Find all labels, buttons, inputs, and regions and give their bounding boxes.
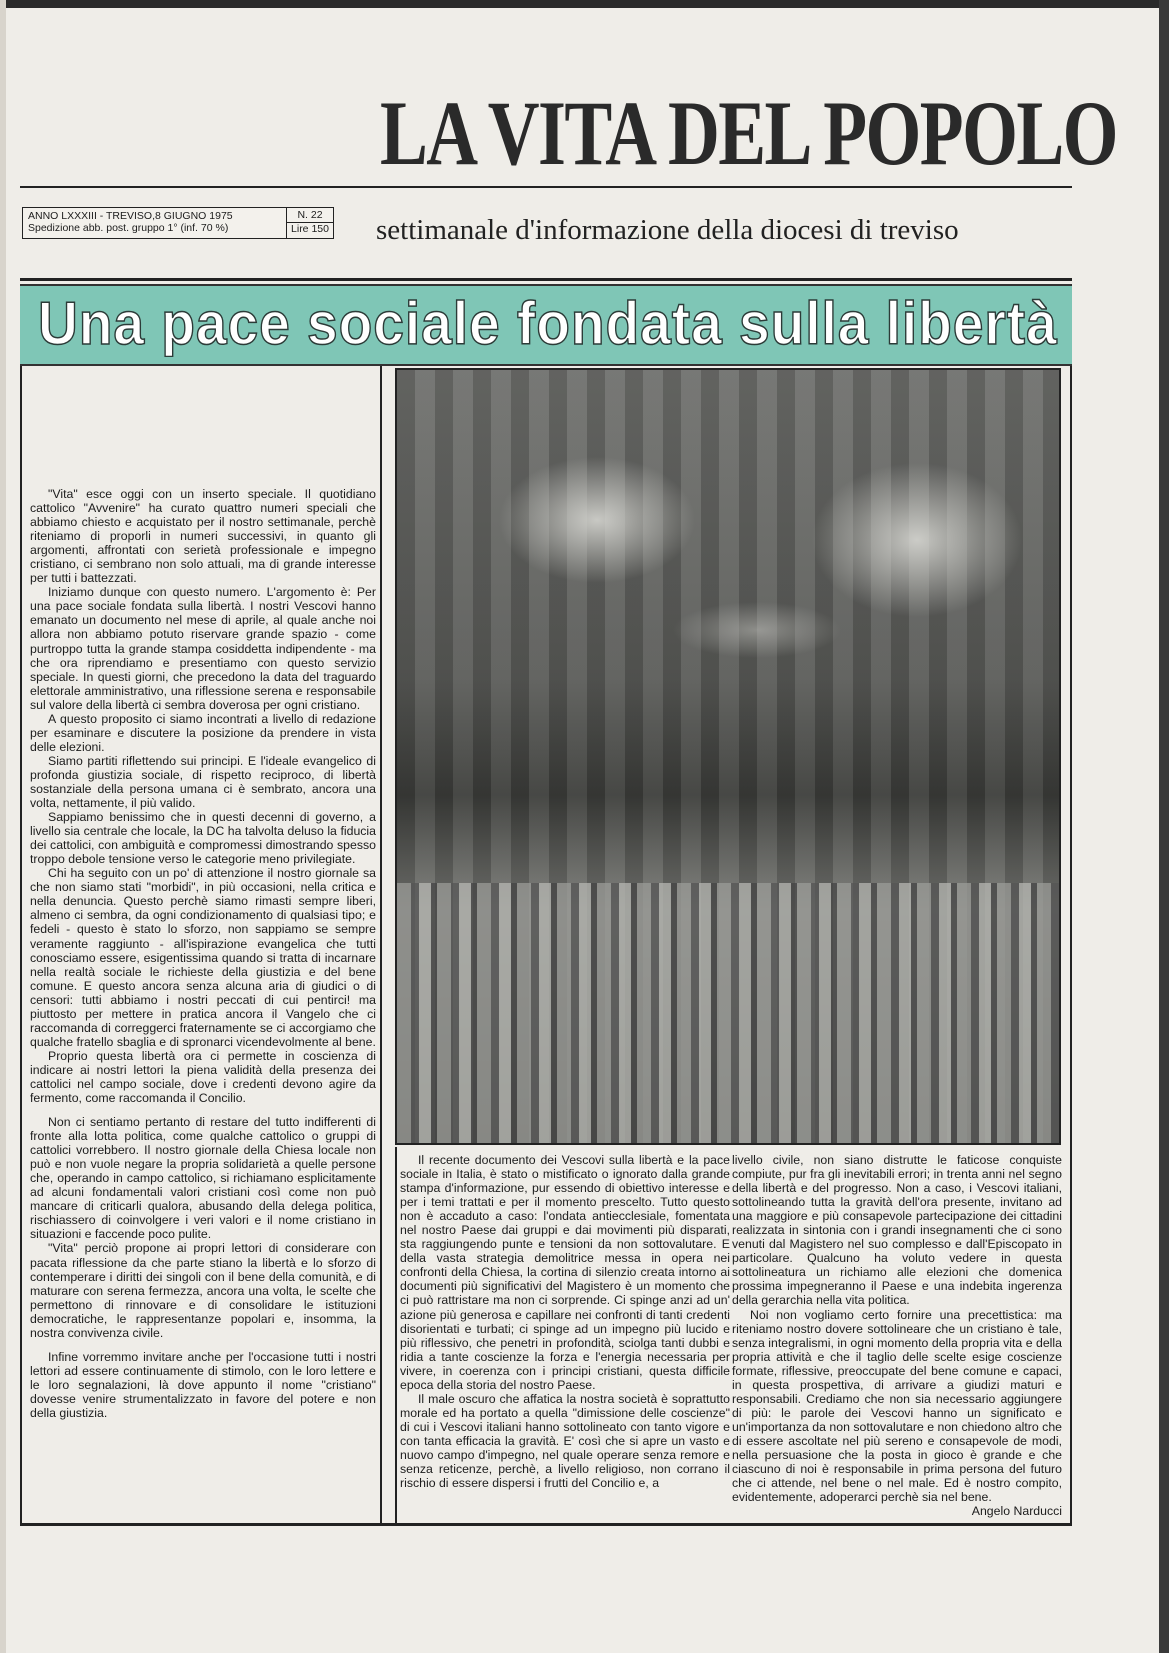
column-divider bbox=[380, 366, 382, 1526]
paragraph: Chi ha seguito con un po' di attenzione il nostro giornale sa che non siamo stati "morbidi", in più occasioni, nella critica e nella denuncia. Questo perchè siamo rimasti sempre liberi, almeno ci sembra, da ogni condizionamento di qualsiasi tipo; e fedeli - questo è stato lo sforzo, non sappiamo se sempre veramente raggiunto - all'ispirazione evangelica che tutti conosciamo essere, esigentissima quando si tratta di incarnare nella realtà sociale le richieste della giustizia e del bene comune. E questo ancora senza alcuna aria di giudici o di censori: tutti abbiamo i nostri peccati di cui pentirci! ma piuttosto per mettere in pratica ancora il Vangelo che ci raccomanda di correggerci fraternamente se ci accorgiamo che qualche fratello sbaglia e di spronarci vicendevolmente al bene. bbox=[30, 866, 376, 1049]
photo-hands-and-crowd bbox=[395, 368, 1061, 1145]
headline-rule bbox=[20, 278, 1072, 281]
paragraph: Il recente documento dei Vescovi sulla libertà e la pace sociale in Italia, è stato o mistificato o ignorato dalla grande stampa d'informazione, pur essendo di obiettivo interesse e per i temi trattati e per il momento prescelto. Tutto questo non è accaduto a caso: l'ondata antiecclesiale, fomentata nel nostro Paese dai gruppi e dai movimenti più disparati, sta raggiungendo punte e tensioni da non sottovalutare. E della vasta strategia demolitrice messa in opera nei confronti della Chiesa, la cortina di silenzio creata intorno ai documenti più significativi del Magistero è un momento che ci può rattristare ma non ci sorprende. Ci spinge anzi ad un' azione più generosa e capillare nei confronti di tanti credenti disorientati e turbati; ci spinge ad un impegno più lucido e più riflessivo, che penetri in profondità, sciolga tanti dubbi e ridia a tante coscienze la forza e l'energia necessaria per vivere, in coerenza con i principi cristiani, questa difficile epoca della storia del nostro Paese. bbox=[400, 1153, 730, 1392]
scan-edge-right bbox=[1159, 0, 1169, 1653]
article-column-2 bbox=[732, 1153, 1062, 1518]
scan-edge-left bbox=[0, 0, 6, 1653]
issue-info-box bbox=[22, 207, 334, 239]
photo-crowd bbox=[397, 883, 1059, 1143]
postage-line: Spedizione abb. post. gruppo 1° (inf. 70 %) bbox=[28, 222, 229, 234]
paragraph-text: Noi non vogliamo certo fornire una precettistica: ma riteniamo nostro dovere sottolineare che un cristiano è tale, senza integralismi, in ogni momento della propria vita e della propria attività e che il taglio delle scelte esige coscienze formate, riflessive, preoccupate del bene comune e capaci, in questa prospettiva, di arrivare a giudizi maturi e responsabili. Crediamo che non sia necessario aggiungere di più: le parole dei Vescovi hanno un significato e un'importanza da non sottovalutare e non chiedono altro che di essere ascoltate nel più sereno e consapevole de modi, nella persuasione che la posta in gioco è grande e che ciascuno di noi è responsabile in prima persona del futuro che ci attende, nel bene o nel male. Ed è nostro compito, evidentemente, adoperarci perchè sia nel bene. bbox=[732, 1307, 1062, 1505]
paragraph: Non ci sentiamo pertanto di restare del tutto indifferenti di fronte alla lotta politica, come qualche cattolico o gruppi di cattolici vorrebbero. Il nostro giornale della Chiesa locale non può e non vuole negare la propria solidarietà a quelle persone che, operando in campo cattolico, si richiamano esplicitamente ad alcuni fondamentali valori cristiani così come non può mancare di criticarli qualora, abusando della delega politica, rischiassero di coinvolgere i veri valori e il nome cristiano in situazioni e faccende poco pulite. bbox=[30, 1115, 376, 1242]
issue-price: Lire 150 bbox=[291, 223, 329, 235]
masthead-rule bbox=[20, 186, 1072, 188]
paragraph: Iniziamo dunque con questo numero. L'argomento è: Per una pace sociale fondata sulla libertà. I nostri Vescovi hanno emanato un documento nel mese di aprile, al quale anche noi allora non abbiamo potuto riservare grande spazio - come purtroppo tutta la grande stampa cosiddetta indipendente - ma che ora riprendiamo e presentiamo con questo servizio speciale. In questi giorni, che precedono la data del traguardo elettorale amministrativo, una riflessione serena e responsabile sul valore della libertà ci sembra doverosa per ogni cristiano. bbox=[30, 585, 376, 712]
paragraph: Siamo partiti riflettendo sui principi. E l'ideale evangelico di profonda giustizia sociale, di rispetto reciproco, di libertà sostanziale della persona umana ci è sembrato, ancora una volta, nettamente, il più valido. bbox=[30, 753, 376, 811]
paragraph: Sappiamo benissimo che in questi decenni di governo, a livello sia centrale che locale, la DC ha talvolta deluso la fiducia dei cattolici, con ambiguità e compromessi dimostrando spesso troppo debole tensione verso le categorie meno privilegiate. bbox=[30, 810, 376, 867]
headline-text: Una pace sociale fondata sulla libertà bbox=[38, 290, 1058, 357]
headline-band bbox=[20, 284, 1072, 366]
issue-number: N. 22 bbox=[287, 208, 333, 223]
paragraph: Proprio questa libertà ora ci permette in coscienza di indicare ai nostri lettori la piena validità della presenza dei cattolici nel campo sociale, dove i credenti devono agire da fermento, come raccomanda il Concilio. bbox=[30, 1048, 376, 1106]
editorial-column bbox=[30, 487, 376, 1420]
paragraph: livello civile, non siano distrutte le faticose conquiste compiute, pur fra gli inevitabili errori; in trenta anni nel segno della libertà e del progresso. Non a caso, i Vescovi italiani, sottolineando tutta la gravità dell'ora presente, invitano ad una maggiore e più consapevole partecipazione dei cittadini realizzata in sintonia con i grandi insegnamenti che ci sono venuti dal Magistero nel suo complesso e dall'Episcopato in particolare. Qualcuno ha voluto vedere in questa sottolineatura un richiamo alle elezioni che domenica prossima impegneranno il Paese e una indebita ingerenza della gerarchia nella vita politica. bbox=[732, 1153, 1062, 1308]
scan-edge-top bbox=[0, 0, 1169, 8]
paragraph: "Vita" esce oggi con un inserto speciale. Il quotidiano cattolico "Avvenire" ha curato quattro numeri speciali che abbiamo chiesto e acquistato per il nostro settimanale, perchè riteniamo di proporli in numeri successivi, in quanto gli argomenti, affrontati con serietà professionale e impegno cristiano, ci sembrano non solo attuali, ma di grande interesse per tutti i battezzati. bbox=[30, 487, 376, 586]
paragraph: "Vita" perciò propone ai propri lettori di considerare con pacata riflessione da che parte stiano la libertà e lo sforzo di contemperare i diritti dei singoli con il bene della comunità, e di maturare con serena fermezza, ancora una volta, le scelte che permettono di rinnovare e di consolidare le istituzioni democratiche, le rappresentanze popolari e, insomma, la nostra convivenza civile. bbox=[30, 1241, 376, 1340]
article-column-1 bbox=[400, 1153, 730, 1490]
paragraph: A questo proposito ci siamo incontrati a livello di redazione per esaminare e discutere la posizione da prendere in vista delle elezioni. bbox=[30, 711, 376, 754]
newspaper-masthead: LA VITA DEL POPOLO bbox=[380, 82, 1117, 184]
paragraph bbox=[732, 1307, 1062, 1519]
paragraph: Infine vorremmo invitare anche per l'occasione tutti i nostri lettori ad essere continuamente di stimolo, con le loro lettere e le loro segnalazioni, là dove appunto il nome "cristiano" dovesse venire strumentalizzato in favore del potere e non della giustizia. bbox=[30, 1349, 376, 1420]
author-signature: Angelo Narducci bbox=[971, 1504, 1062, 1519]
masthead-subtitle: settimanale d'informazione della diocesi di treviso bbox=[376, 214, 959, 246]
paragraph: Il male oscuro che affatica la nostra società è soprattutto morale ed ha portato a quella "dimissione delle coscienze" di cui i Vescovi italiani hanno sottolineato con tanto vigore e con tanta efficacia la gravità. E' così che si apre un vasto e nuovo campo d'impegno, nel quale operare senza remore e senza reticenze, perchè, a livello religioso, non corrano il rischio di essere dispersi i frutti del Concilio e, a bbox=[400, 1391, 730, 1491]
issue-date-line: ANNO LXXXIII - TREVISO,8 GIUGNO 1975 bbox=[28, 210, 233, 222]
